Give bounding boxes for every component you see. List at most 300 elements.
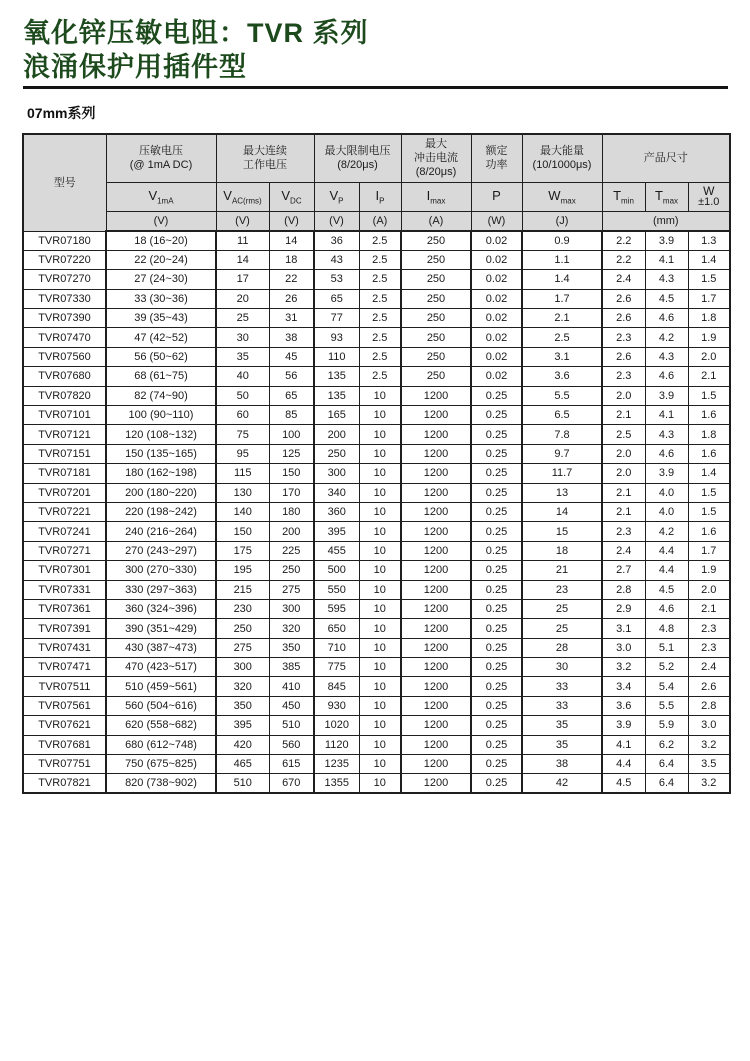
cell-p: 0.25	[471, 599, 522, 618]
cell-tmin: 2.0	[602, 386, 645, 405]
cell-v1ma: 39 (35~43)	[106, 309, 216, 328]
cell-vac_rms: 215	[216, 580, 269, 599]
cell-tmin: 4.5	[602, 774, 645, 793]
cell-tmax: 5.5	[645, 696, 688, 715]
cell-imax: 250	[401, 309, 471, 328]
cell-vp: 650	[314, 619, 359, 638]
cell-model: TVR07180	[23, 231, 106, 250]
cell-vdc: 85	[269, 406, 314, 425]
cell-w: 2.1	[688, 599, 730, 618]
cell-w: 1.5	[688, 483, 730, 502]
table-row	[23, 386, 730, 405]
cell-tmin: 2.0	[602, 444, 645, 463]
cell-tmax: 6.4	[645, 755, 688, 774]
cell-imax: 1200	[401, 406, 471, 425]
cell-tmax: 4.3	[645, 270, 688, 289]
cell-vp: 550	[314, 580, 359, 599]
cell-tmin: 2.6	[602, 289, 645, 308]
cell-tmax: 5.1	[645, 638, 688, 657]
page-title-line1: 氧化锌压敏电阻：TVR 系列	[23, 18, 369, 48]
cell-vp: 200	[314, 425, 359, 444]
cell-tmax: 6.4	[645, 774, 688, 793]
col-group-max-energy: 最大能量 (10/1000μs)	[522, 134, 602, 182]
page-title	[23, 16, 369, 84]
col-symbol-vac-rms: $V_{AC(rms)}$	[216, 182, 269, 211]
cell-vdc: 125	[269, 444, 314, 463]
cell-vdc: 225	[269, 541, 314, 560]
table-row	[23, 696, 730, 715]
cell-tmax: 4.8	[645, 619, 688, 638]
cell-vdc: 410	[269, 677, 314, 696]
table-row	[23, 464, 730, 483]
cell-model: TVR07201	[23, 483, 106, 502]
cell-vp: 110	[314, 347, 359, 366]
cell-imax: 1200	[401, 522, 471, 541]
cell-vac_rms: 20	[216, 289, 269, 308]
cell-imax: 250	[401, 250, 471, 269]
cell-wmax: 33	[522, 677, 602, 696]
cell-model: TVR07361	[23, 599, 106, 618]
cell-ip: 10	[359, 677, 401, 696]
cell-vdc: 200	[269, 522, 314, 541]
cell-wmax: 3.6	[522, 367, 602, 386]
cell-tmax: 4.4	[645, 541, 688, 560]
cell-w: 1.7	[688, 541, 730, 560]
cell-vac_rms: 11	[216, 231, 269, 250]
table-row	[23, 580, 730, 599]
cell-ip: 2.5	[359, 270, 401, 289]
cell-wmax: 2.5	[522, 328, 602, 347]
cell-tmax: 4.2	[645, 522, 688, 541]
cell-wmax: 13	[522, 483, 602, 502]
cell-model: TVR07511	[23, 677, 106, 696]
cell-p: 0.25	[471, 522, 522, 541]
table-row	[23, 347, 730, 366]
cell-vac_rms: 14	[216, 250, 269, 269]
cell-p: 0.25	[471, 502, 522, 521]
cell-vp: 360	[314, 502, 359, 521]
cell-tmin: 2.1	[602, 502, 645, 521]
cell-p: 0.25	[471, 619, 522, 638]
col-symbol-vdc: $V_{DC}$	[269, 182, 314, 211]
cell-imax: 1200	[401, 735, 471, 754]
col-group-max-surge-current: 最大 冲击电流 (8/20μs)	[401, 134, 471, 182]
cell-model: TVR07220	[23, 250, 106, 269]
cell-tmin: 2.6	[602, 347, 645, 366]
cell-p: 0.02	[471, 328, 522, 347]
cell-tmin: 2.9	[602, 599, 645, 618]
cell-tmin: 2.3	[602, 522, 645, 541]
cell-w: 2.6	[688, 677, 730, 696]
cell-vp: 77	[314, 309, 359, 328]
col-symbol-wmax: $W_{max}$	[522, 182, 602, 211]
cell-vp: 1020	[314, 716, 359, 735]
cell-v1ma: 270 (243~297)	[106, 541, 216, 560]
col-group-max-clamping-voltage: 最大限制电压 (8/20μs)	[314, 134, 401, 182]
cell-p: 0.02	[471, 270, 522, 289]
cell-tmax: 5.9	[645, 716, 688, 735]
cell-v1ma: 68 (61~75)	[106, 367, 216, 386]
col-header-model: 型号	[23, 134, 106, 231]
cell-vac_rms: 230	[216, 599, 269, 618]
cell-imax: 1200	[401, 619, 471, 638]
cell-model: TVR07391	[23, 619, 106, 638]
cell-model: TVR07821	[23, 774, 106, 793]
cell-ip: 10	[359, 696, 401, 715]
cell-imax: 1200	[401, 580, 471, 599]
cell-ip: 10	[359, 774, 401, 793]
cell-wmax: 1.1	[522, 250, 602, 269]
cell-tmax: 4.0	[645, 502, 688, 521]
cell-imax: 1200	[401, 502, 471, 521]
cell-vdc: 56	[269, 367, 314, 386]
table-row	[23, 774, 730, 793]
cell-tmax: 3.9	[645, 386, 688, 405]
cell-imax: 1200	[401, 677, 471, 696]
cell-imax: 250	[401, 328, 471, 347]
cell-wmax: 33	[522, 696, 602, 715]
table-row	[23, 599, 730, 618]
cell-v1ma: 33 (30~36)	[106, 289, 216, 308]
cell-ip: 2.5	[359, 309, 401, 328]
cell-ip: 10	[359, 541, 401, 560]
cell-vp: 135	[314, 367, 359, 386]
section-label: 07mm系列	[27, 105, 96, 121]
unit-dimensions-mm: (mm)	[602, 211, 730, 231]
cell-w: 1.3	[688, 231, 730, 250]
cell-wmax: 1.7	[522, 289, 602, 308]
cell-vdc: 275	[269, 580, 314, 599]
unit-p: (W)	[471, 211, 522, 231]
cell-imax: 250	[401, 270, 471, 289]
cell-wmax: 11.7	[522, 464, 602, 483]
spec-table-header	[23, 134, 730, 231]
cell-tmax: 4.5	[645, 580, 688, 599]
cell-ip: 10	[359, 425, 401, 444]
cell-ip: 10	[359, 755, 401, 774]
cell-model: TVR07560	[23, 347, 106, 366]
col-symbol-tmax: $T_{max}$	[645, 182, 688, 211]
table-row	[23, 735, 730, 754]
cell-v1ma: 180 (162~198)	[106, 464, 216, 483]
cell-w: 1.4	[688, 250, 730, 269]
cell-p: 0.25	[471, 483, 522, 502]
cell-tmin: 2.1	[602, 406, 645, 425]
cell-v1ma: 150 (135~165)	[106, 444, 216, 463]
cell-vp: 455	[314, 541, 359, 560]
cell-ip: 10	[359, 483, 401, 502]
cell-model: TVR07390	[23, 309, 106, 328]
cell-imax: 1200	[401, 464, 471, 483]
cell-wmax: 30	[522, 658, 602, 677]
cell-ip: 10	[359, 735, 401, 754]
cell-wmax: 18	[522, 541, 602, 560]
cell-v1ma: 510 (459~561)	[106, 677, 216, 696]
cell-ip: 10	[359, 619, 401, 638]
cell-wmax: 28	[522, 638, 602, 657]
table-row	[23, 231, 730, 250]
cell-w: 2.0	[688, 580, 730, 599]
cell-ip: 10	[359, 599, 401, 618]
cell-tmax: 3.9	[645, 464, 688, 483]
cell-ip: 2.5	[359, 347, 401, 366]
cell-wmax: 0.9	[522, 231, 602, 250]
cell-vac_rms: 40	[216, 367, 269, 386]
cell-vac_rms: 60	[216, 406, 269, 425]
cell-vp: 395	[314, 522, 359, 541]
col-symbol-ip: $I_P$	[359, 182, 401, 211]
cell-tmax: 6.2	[645, 735, 688, 754]
header-group-row	[23, 134, 730, 182]
cell-vac_rms: 115	[216, 464, 269, 483]
cell-w: 1.5	[688, 502, 730, 521]
cell-p: 0.25	[471, 638, 522, 657]
table-row	[23, 444, 730, 463]
table-row	[23, 425, 730, 444]
cell-v1ma: 820 (738~902)	[106, 774, 216, 793]
cell-wmax: 9.7	[522, 444, 602, 463]
cell-v1ma: 27 (24~30)	[106, 270, 216, 289]
table-row	[23, 502, 730, 521]
cell-vdc: 31	[269, 309, 314, 328]
cell-vdc: 100	[269, 425, 314, 444]
cell-vac_rms: 350	[216, 696, 269, 715]
cell-ip: 10	[359, 522, 401, 541]
cell-vp: 53	[314, 270, 359, 289]
cell-p: 0.25	[471, 735, 522, 754]
cell-w: 2.4	[688, 658, 730, 677]
unit-ip: (A)	[359, 211, 401, 231]
cell-model: TVR07301	[23, 561, 106, 580]
cell-vdc: 560	[269, 735, 314, 754]
cell-vdc: 670	[269, 774, 314, 793]
cell-v1ma: 620 (558~682)	[106, 716, 216, 735]
col-symbol-v1ma: $V_{1mA}$	[106, 182, 216, 211]
table-row	[23, 270, 730, 289]
cell-imax: 1200	[401, 774, 471, 793]
cell-vac_rms: 395	[216, 716, 269, 735]
cell-p: 0.25	[471, 755, 522, 774]
table-row	[23, 677, 730, 696]
table-row	[23, 716, 730, 735]
table-row	[23, 522, 730, 541]
cell-ip: 10	[359, 658, 401, 677]
cell-tmin: 2.1	[602, 483, 645, 502]
col-symbol-tmin: $T_{min}$	[602, 182, 645, 211]
cell-ip: 10	[359, 638, 401, 657]
cell-model: TVR07181	[23, 464, 106, 483]
cell-p: 0.25	[471, 406, 522, 425]
cell-w: 1.4	[688, 464, 730, 483]
cell-tmin: 2.4	[602, 270, 645, 289]
cell-p: 0.02	[471, 309, 522, 328]
cell-model: TVR07680	[23, 367, 106, 386]
cell-tmax: 4.6	[645, 309, 688, 328]
cell-model: TVR07270	[23, 270, 106, 289]
cell-wmax: 25	[522, 599, 602, 618]
cell-v1ma: 56 (50~62)	[106, 347, 216, 366]
cell-tmin: 2.8	[602, 580, 645, 599]
cell-v1ma: 560 (504~616)	[106, 696, 216, 715]
cell-ip: 10	[359, 716, 401, 735]
cell-vac_rms: 130	[216, 483, 269, 502]
cell-vp: 595	[314, 599, 359, 618]
cell-v1ma: 430 (387~473)	[106, 638, 216, 657]
cell-imax: 250	[401, 367, 471, 386]
cell-imax: 1200	[401, 541, 471, 560]
table-row	[23, 541, 730, 560]
cell-v1ma: 220 (198~242)	[106, 502, 216, 521]
cell-tmin: 3.6	[602, 696, 645, 715]
cell-vdc: 510	[269, 716, 314, 735]
col-symbol-imax: $I_{max}$	[401, 182, 471, 211]
unit-vdc: (V)	[269, 211, 314, 231]
table-row	[23, 250, 730, 269]
cell-v1ma: 330 (297~363)	[106, 580, 216, 599]
cell-vac_rms: 25	[216, 309, 269, 328]
cell-imax: 1200	[401, 483, 471, 502]
cell-w: 2.3	[688, 638, 730, 657]
cell-imax: 250	[401, 289, 471, 308]
cell-v1ma: 390 (351~429)	[106, 619, 216, 638]
cell-tmin: 3.1	[602, 619, 645, 638]
cell-vdc: 65	[269, 386, 314, 405]
cell-vp: 340	[314, 483, 359, 502]
cell-vac_rms: 300	[216, 658, 269, 677]
cell-imax: 1200	[401, 658, 471, 677]
cell-model: TVR07621	[23, 716, 106, 735]
cell-vdc: 18	[269, 250, 314, 269]
cell-p: 0.25	[471, 425, 522, 444]
cell-w: 3.2	[688, 735, 730, 754]
cell-vac_rms: 140	[216, 502, 269, 521]
cell-wmax: 6.5	[522, 406, 602, 425]
table-row	[23, 658, 730, 677]
cell-wmax: 14	[522, 502, 602, 521]
cell-model: TVR07470	[23, 328, 106, 347]
cell-w: 3.5	[688, 755, 730, 774]
cell-ip: 2.5	[359, 328, 401, 347]
cell-ip: 10	[359, 406, 401, 425]
cell-vp: 300	[314, 464, 359, 483]
cell-tmax: 4.5	[645, 289, 688, 308]
cell-vac_rms: 95	[216, 444, 269, 463]
cell-vdc: 385	[269, 658, 314, 677]
cell-tmin: 2.3	[602, 328, 645, 347]
cell-tmin: 2.6	[602, 309, 645, 328]
cell-wmax: 35	[522, 716, 602, 735]
cell-p: 0.25	[471, 580, 522, 599]
cell-vac_rms: 175	[216, 541, 269, 560]
cell-imax: 1200	[401, 425, 471, 444]
table-row	[23, 755, 730, 774]
cell-v1ma: 680 (612~748)	[106, 735, 216, 754]
cell-imax: 1200	[401, 716, 471, 735]
cell-vac_rms: 510	[216, 774, 269, 793]
cell-vdc: 26	[269, 289, 314, 308]
cell-w: 2.0	[688, 347, 730, 366]
cell-wmax: 25	[522, 619, 602, 638]
cell-vp: 65	[314, 289, 359, 308]
cell-vdc: 45	[269, 347, 314, 366]
cell-w: 3.2	[688, 774, 730, 793]
cell-imax: 1200	[401, 444, 471, 463]
cell-vdc: 22	[269, 270, 314, 289]
cell-ip: 10	[359, 561, 401, 580]
cell-vac_rms: 75	[216, 425, 269, 444]
cell-w: 1.5	[688, 270, 730, 289]
cell-tmax: 4.1	[645, 406, 688, 425]
cell-tmax: 4.3	[645, 425, 688, 444]
cell-imax: 250	[401, 347, 471, 366]
cell-vp: 930	[314, 696, 359, 715]
cell-vac_rms: 420	[216, 735, 269, 754]
cell-imax: 1200	[401, 386, 471, 405]
cell-model: TVR07221	[23, 502, 106, 521]
cell-vp: 710	[314, 638, 359, 657]
cell-ip: 2.5	[359, 367, 401, 386]
cell-vdc: 170	[269, 483, 314, 502]
cell-w: 3.0	[688, 716, 730, 735]
cell-vdc: 450	[269, 696, 314, 715]
cell-v1ma: 300 (270~330)	[106, 561, 216, 580]
col-group-rated-power: 额定 功率	[471, 134, 522, 182]
cell-tmin: 2.4	[602, 541, 645, 560]
cell-tmax: 4.4	[645, 561, 688, 580]
cell-wmax: 35	[522, 735, 602, 754]
cell-model: TVR07271	[23, 541, 106, 560]
cell-v1ma: 22 (20~24)	[106, 250, 216, 269]
cell-ip: 10	[359, 464, 401, 483]
cell-p: 0.25	[471, 464, 522, 483]
cell-p: 0.02	[471, 347, 522, 366]
cell-tmax: 4.6	[645, 599, 688, 618]
unit-imax: (A)	[401, 211, 471, 231]
cell-imax: 1200	[401, 696, 471, 715]
cell-tmax: 4.6	[645, 367, 688, 386]
col-symbol-vp: $V_P$	[314, 182, 359, 211]
cell-model: TVR07471	[23, 658, 106, 677]
cell-tmax: 5.4	[645, 677, 688, 696]
cell-tmax: 4.2	[645, 328, 688, 347]
cell-model: TVR07330	[23, 289, 106, 308]
cell-vp: 36	[314, 231, 359, 250]
cell-model: TVR07751	[23, 755, 106, 774]
table-row	[23, 638, 730, 657]
cell-model: TVR07681	[23, 735, 106, 754]
cell-vp: 250	[314, 444, 359, 463]
cell-v1ma: 18 (16~20)	[106, 231, 216, 250]
cell-tmin: 2.7	[602, 561, 645, 580]
cell-vac_rms: 30	[216, 328, 269, 347]
cell-model: TVR07561	[23, 696, 106, 715]
cell-w: 1.7	[688, 289, 730, 308]
cell-v1ma: 120 (108~132)	[106, 425, 216, 444]
cell-model: TVR07241	[23, 522, 106, 541]
col-symbol-p: P	[471, 182, 522, 211]
cell-imax: 1200	[401, 561, 471, 580]
unit-vac-rms: (V)	[216, 211, 269, 231]
cell-w: 1.6	[688, 406, 730, 425]
table-row	[23, 619, 730, 638]
cell-model: TVR07820	[23, 386, 106, 405]
cell-model: TVR07121	[23, 425, 106, 444]
cell-tmax: 4.6	[645, 444, 688, 463]
cell-v1ma: 750 (675~825)	[106, 755, 216, 774]
cell-p: 0.25	[471, 444, 522, 463]
cell-imax: 1200	[401, 599, 471, 618]
cell-vdc: 320	[269, 619, 314, 638]
